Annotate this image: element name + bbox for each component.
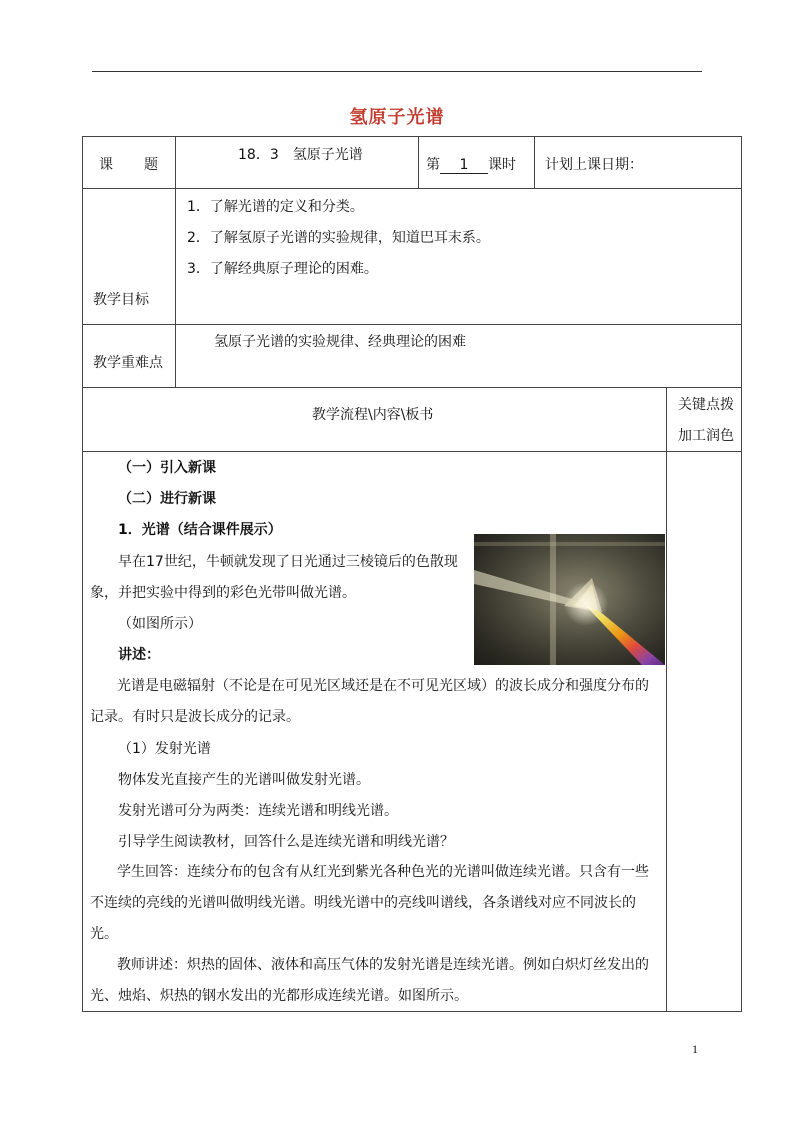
section-heading: （二）进行新课: [118, 491, 216, 507]
side-label-line2: 加工润色: [678, 428, 734, 444]
page-title: 氢原子光谱: [349, 107, 445, 128]
goal-item: 1．了解光谱的定义和分类。: [187, 199, 364, 215]
keypoints-label: 教学重难点: [93, 355, 163, 371]
row-divider: [82, 387, 742, 388]
paragraph-student-answer: 学生回答：连续分布的包含有从红光到紫光各种色光的光谱叫做连续光谱。只含有一些不连续的亮线的光谱叫做明线光谱。明线光谱中的亮线叫谱线，各条谱线对应不同波长的光。: [90, 864, 649, 942]
paragraph-history-line: 象，并把实验中得到的彩色光带叫做光谱。: [90, 585, 356, 601]
lesson-count: [426, 156, 516, 174]
column-divider: [534, 136, 535, 188]
page-number: 1: [692, 1042, 698, 1056]
flow-label: 教学流程\内容\板书: [312, 407, 434, 423]
paragraph-teacher: 教师讲述：炽热的固体、液体和高压气体的发射光谱是连续光谱。例如白炽灯丝发出的光、烛焰、炽热的钢水发出的光都形成连续光谱。如图所示。: [90, 957, 649, 1004]
course-label: 课 题: [99, 157, 159, 173]
paragraph-emission: 物体发光直接产生的光谱叫做发射光谱。: [118, 772, 370, 788]
lecture-heading: 讲述：: [118, 647, 160, 663]
side-label-line1: 关键点拨: [678, 397, 734, 413]
lesson-number: 1: [440, 157, 488, 174]
subsection-heading: 1．光谱（结合课件展示）: [118, 522, 282, 538]
row-divider: [82, 451, 742, 452]
figure-reference: （如图所示）: [118, 616, 202, 632]
keypoints-text: 氢原子光谱的实验规律、经典理论的困难: [214, 334, 466, 350]
column-divider: [666, 387, 667, 1012]
paragraph-guide: 引导学生阅读教材，回答什么是连续光谱和明线光谱？: [118, 834, 454, 850]
section-heading: （一）引入新课: [118, 460, 216, 476]
goal-item: 3．了解经典原子理论的困难。: [187, 261, 378, 277]
column-divider: [175, 136, 176, 387]
goals-label: 教学目标: [93, 292, 149, 308]
lesson-prefix: 第: [426, 157, 440, 173]
sub-heading-emission: （1）发射光谱: [118, 741, 211, 757]
paragraph-definition: 光谱是电磁辐射（不论是在可见光区域还是在不可见光区域）的波长成分和强度分布的记录。有时只是波长成分的记录。: [90, 678, 649, 725]
plan-date-label: 计划上课日期：: [545, 157, 643, 173]
paragraph-types: 发射光谱可分为两类：连续光谱和明线光谱。: [118, 803, 398, 819]
lesson-suffix: 课时: [488, 157, 516, 173]
header-rule: [92, 71, 702, 72]
course-topic: 18．3 氢原子光谱: [238, 147, 363, 163]
prism-dispersion-photo: [474, 534, 665, 665]
goal-item: 2．了解氢原子光谱的实验规律，知道巴耳末系。: [187, 230, 490, 246]
prism-illustration-icon: [474, 534, 665, 665]
row-divider: [82, 188, 742, 189]
paragraph-history-line: 早在17世纪，牛顿就发现了日光通过三棱镜后的色散现: [118, 554, 458, 570]
column-divider: [418, 136, 419, 188]
row-divider: [82, 324, 742, 325]
